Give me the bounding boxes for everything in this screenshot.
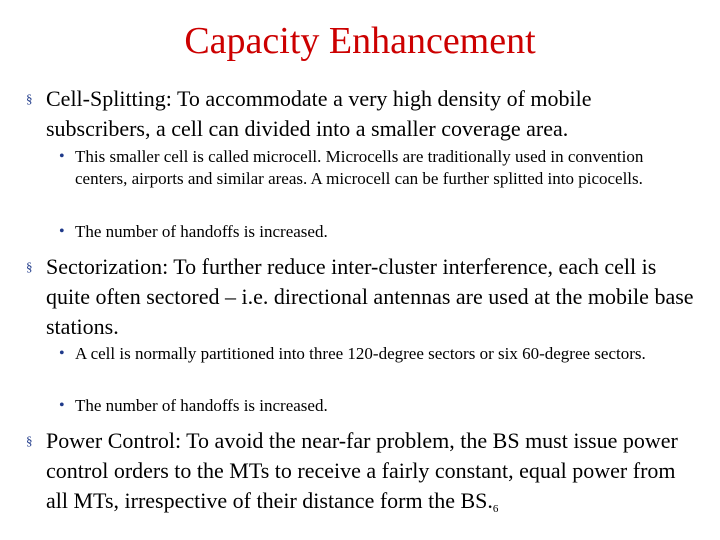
bullet-marker: § xyxy=(26,259,33,274)
sub-bullet-sectors xyxy=(59,343,695,365)
sub-bullet-handoffs-1 xyxy=(59,221,695,243)
bullet-cell-splitting xyxy=(26,84,696,144)
bullet-text: Sectorization: To further reduce inter-cluster interference, each cell is quite often sectored – i.e. directional antennas are used at the mobile base stations. xyxy=(46,254,694,339)
sub-bullet-marker: • xyxy=(59,397,65,414)
sub-bullet-text: This smaller cell is called microcell. Microcells are traditionally used in convention centers, airports and similar areas. A microcell can be further splitted into picocells. xyxy=(75,147,644,188)
sub-bullet-text: A cell is normally partitioned into three 120-degree sectors or six 60-degree sectors. xyxy=(75,344,646,363)
sub-bullet-handoffs-2 xyxy=(59,395,695,417)
sub-bullet-marker: • xyxy=(59,345,65,362)
bullet-marker: § xyxy=(26,433,33,448)
bullet-marker: § xyxy=(26,91,33,106)
slide-number: 6 xyxy=(492,503,499,515)
bullet-power-control xyxy=(26,426,696,524)
sub-bullet-microcell xyxy=(59,146,695,190)
bullet-sectorization xyxy=(26,252,696,342)
sub-bullet-text: The number of handoffs is increased. xyxy=(75,396,328,415)
slide-title: Capacity Enhancement xyxy=(184,20,536,62)
sub-bullet-marker: • xyxy=(59,148,65,165)
bullet-text: Cell-Splitting: To accommodate a very high density of mobile subscribers, a cell can divided into a smaller coverage area. xyxy=(46,86,592,141)
bullet-text: Power Control: To avoid the near-far problem, the BS must issue power control orders to the MTs to receive a fairly constant, equal power from all MTs, irrespective of their distance form the BS. xyxy=(46,428,678,513)
sub-bullet-marker: • xyxy=(59,223,65,240)
sub-bullet-text: The number of handoffs is increased. xyxy=(75,222,328,241)
